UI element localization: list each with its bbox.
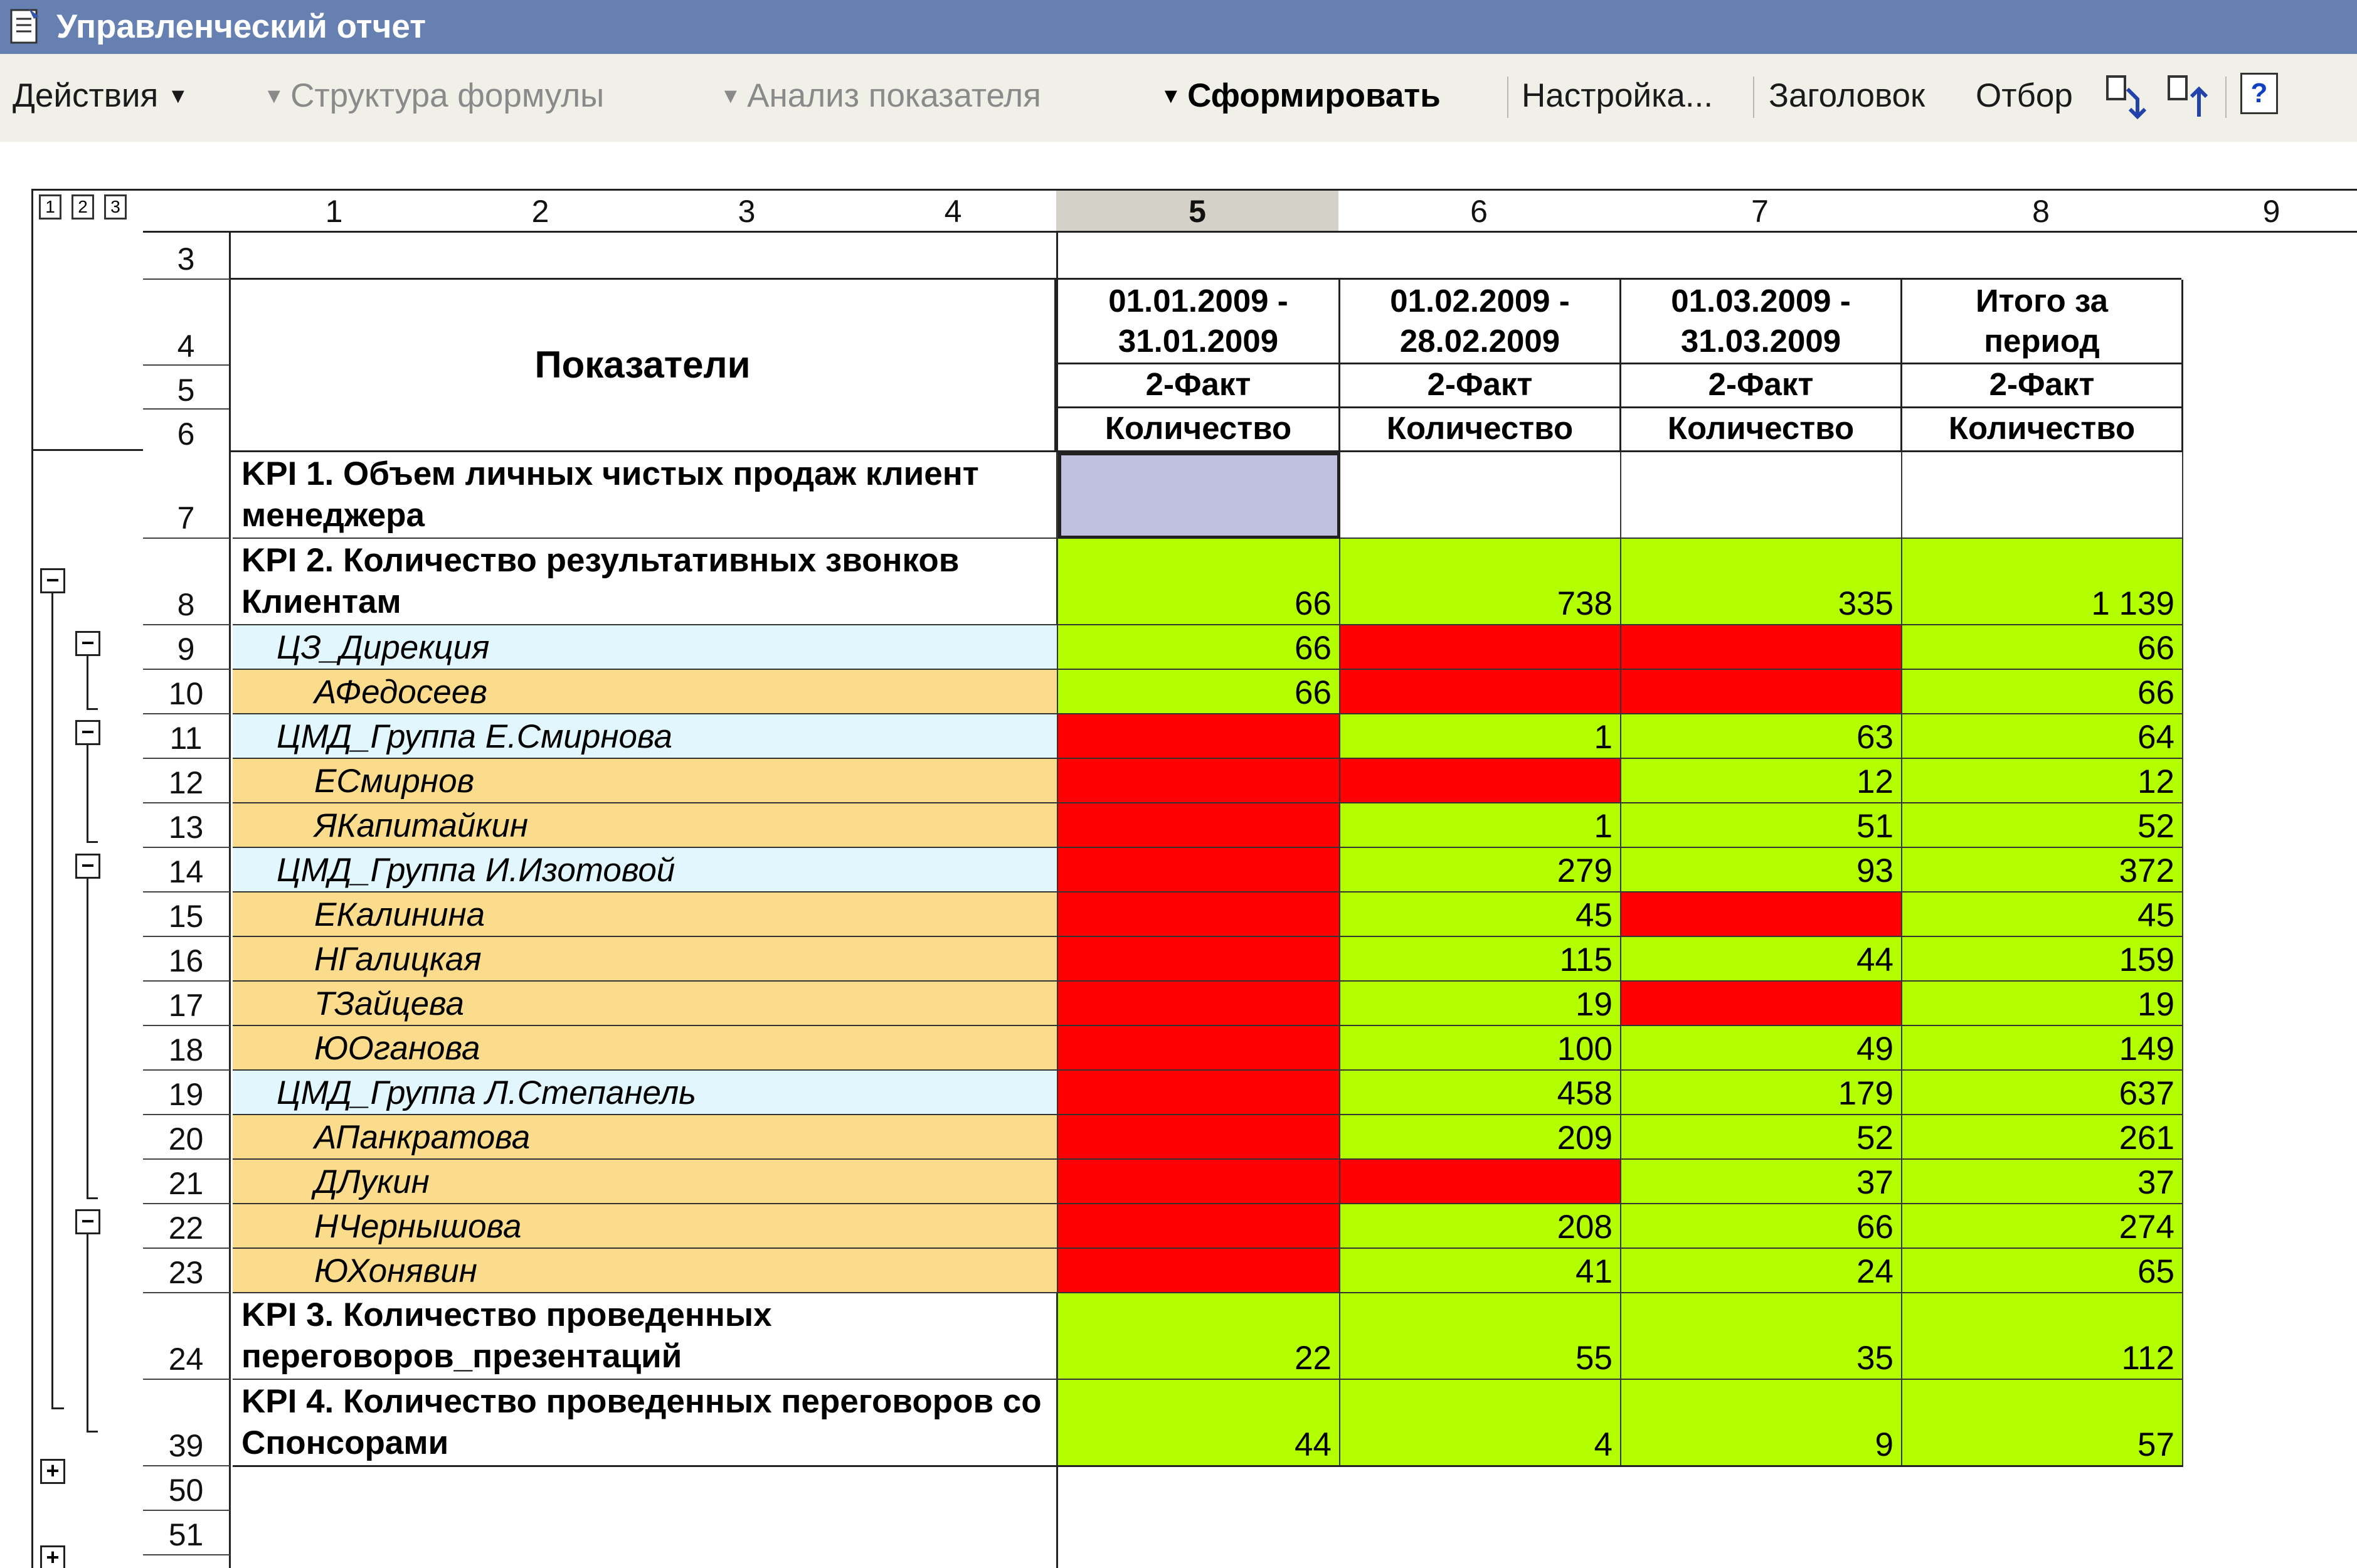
employee-name-cell[interactable]: НЧернышова <box>233 1204 1058 1249</box>
collapse-group-icon[interactable]: − <box>40 568 65 593</box>
value-cell[interactable]: 9 <box>1621 1380 1902 1466</box>
expand-group-icon[interactable]: + <box>40 1545 65 1568</box>
value-cell[interactable] <box>1340 759 1621 803</box>
group-name-cell[interactable]: ЦЗ_Дирекция <box>233 625 1058 670</box>
total-value-cell[interactable]: 274 <box>1902 1204 2183 1249</box>
help-button[interactable]: ? <box>2240 73 2278 114</box>
value-cell[interactable]: 4 <box>1340 1380 1621 1466</box>
period-line2: период <box>1984 323 2100 359</box>
gutter-border <box>31 449 144 451</box>
value-cell[interactable]: 1 <box>1340 803 1621 848</box>
value-cell[interactable]: 100 <box>1340 1026 1621 1071</box>
formula-structure-label: Структура формулы <box>290 77 605 114</box>
value-cell[interactable] <box>1058 1071 1340 1115</box>
window-titlebar <box>0 0 2357 54</box>
fact-type-header: 2-Факт <box>1621 364 1902 408</box>
employee-name-cell[interactable]: АФедосеев <box>233 670 1058 714</box>
kpi-name-cell[interactable]: KPI 4. Количество проведенных переговоров со Спонсорами <box>233 1380 1058 1466</box>
employee-name-cell[interactable]: ДЛукин <box>233 1160 1058 1204</box>
period-header <box>1340 280 1621 364</box>
group-name-cell[interactable]: ЦМД_Группа И.Изотовой <box>233 848 1058 893</box>
value-cell[interactable]: 63 <box>1621 714 1902 759</box>
collapse-group-icon[interactable]: − <box>75 854 100 879</box>
outline-bracket <box>87 879 88 1199</box>
value-cell[interactable]: 66 <box>1058 539 1340 625</box>
header-button[interactable]: Заголовок <box>1769 77 1925 114</box>
value-cell[interactable]: 66 <box>1621 1204 1902 1249</box>
gutter-border <box>31 189 144 191</box>
value-cell[interactable]: 55 <box>1340 1293 1621 1380</box>
period-header <box>1902 280 2183 364</box>
outline-bracket <box>87 656 88 709</box>
outline-level-1-button[interactable]: 1 <box>39 194 61 220</box>
actions-menu[interactable] <box>13 68 189 124</box>
row-number[interactable]: 18 <box>143 1026 231 1071</box>
row-number[interactable]: 6 <box>177 416 195 452</box>
total-value-cell[interactable]: 45 <box>1902 893 2183 937</box>
value-cell[interactable] <box>1058 848 1340 893</box>
value-cell[interactable] <box>1058 803 1340 848</box>
value-cell[interactable]: 458 <box>1340 1071 1621 1115</box>
row-number[interactable]: 5 <box>143 364 229 410</box>
value-cell[interactable] <box>1058 714 1340 759</box>
row-number[interactable]: 12 <box>143 759 231 803</box>
report-sheet <box>0 142 2357 1568</box>
value-cell[interactable] <box>1340 625 1621 670</box>
employee-name-cell[interactable]: ЮХонявин <box>233 1249 1058 1293</box>
outline-bracket <box>51 593 53 1409</box>
period-line2: 31.03.2009 <box>1680 323 1841 359</box>
employee-name-cell[interactable]: ЕКалинина <box>233 893 1058 937</box>
total-value-cell[interactable]: 159 <box>1902 937 2183 982</box>
column-header[interactable]: 1 <box>231 189 439 233</box>
value-cell[interactable] <box>1621 452 1902 539</box>
value-cell[interactable] <box>1058 759 1340 803</box>
value-cell[interactable]: 52 <box>1621 1115 1902 1160</box>
generate-button[interactable] <box>1160 68 1441 124</box>
collapse-group-icon[interactable]: − <box>75 720 100 745</box>
value-cell[interactable]: 24 <box>1621 1249 1902 1293</box>
row-number[interactable] <box>143 1555 231 1568</box>
value-cell[interactable]: 335 <box>1621 539 1902 625</box>
toolbar-separator <box>2225 77 2227 118</box>
value-cell[interactable]: 41 <box>1340 1249 1621 1293</box>
dropdown-caret-icon: ▼ <box>1160 84 1188 108</box>
dropdown-caret-icon: ▼ <box>263 84 291 108</box>
dropdown-caret-icon: ▼ <box>167 84 189 108</box>
indicators-header: Показатели <box>231 280 1056 452</box>
row-number[interactable]: 17 <box>143 982 231 1026</box>
value-cell[interactable]: 44 <box>1058 1380 1340 1466</box>
dropdown-caret-icon: ▼ <box>720 84 748 108</box>
outline-level-2-button[interactable]: 2 <box>72 194 94 220</box>
kpi-name-cell[interactable]: KPI 1. Объем личных чистых продаж клиент менеджера <box>233 452 1058 539</box>
outline-bracket <box>51 1407 64 1409</box>
indicator-analysis-label: Анализ показателя <box>747 77 1041 114</box>
column-header[interactable]: 6 <box>1338 189 1621 233</box>
filter-button[interactable]: Отбор <box>1976 77 2073 114</box>
period-header <box>1621 280 1902 364</box>
outline-bracket <box>87 841 98 843</box>
formula-structure-button[interactable] <box>263 68 604 124</box>
value-cell[interactable] <box>1058 1249 1340 1293</box>
total-value-cell[interactable]: 372 <box>1902 848 2183 893</box>
value-cell[interactable] <box>1058 1026 1340 1071</box>
outline-bracket <box>87 1197 98 1199</box>
value-cell[interactable] <box>1340 1160 1621 1204</box>
employee-name-cell[interactable]: АПанкратова <box>233 1115 1058 1160</box>
settings-button[interactable]: Настройка... <box>1522 77 1713 114</box>
total-value-cell[interactable]: 66 <box>1902 625 2183 670</box>
row-number[interactable]: 9 <box>143 625 231 670</box>
row-number[interactable]: 4 <box>143 280 229 366</box>
value-cell[interactable]: 279 <box>1340 848 1621 893</box>
total-value-cell[interactable]: 65 <box>1902 1249 2183 1293</box>
column-header[interactable]: 9 <box>2181 189 2357 233</box>
row-number[interactable]: 11 <box>143 714 231 759</box>
column-header[interactable]: 5 <box>1056 189 1340 233</box>
row-number[interactable]: 22 <box>143 1204 231 1249</box>
column-header[interactable]: 7 <box>1619 189 1902 233</box>
value-cell[interactable]: 19 <box>1340 982 1621 1026</box>
value-cell[interactable]: 12 <box>1621 759 1902 803</box>
row-number[interactable]: 21 <box>143 1160 231 1204</box>
value-cell[interactable]: 115 <box>1340 937 1621 982</box>
employee-name-cell[interactable]: ЯКапитайкин <box>233 803 1058 848</box>
total-value-cell[interactable]: 149 <box>1902 1026 2183 1071</box>
value-cell[interactable] <box>1621 670 1902 714</box>
generate-label: Сформировать <box>1187 77 1441 114</box>
measure-header: Количество <box>1340 408 1621 452</box>
value-cell[interactable]: 66 <box>1058 670 1340 714</box>
fact-type-header: 2-Факт <box>1340 364 1621 408</box>
value-cell[interactable] <box>1621 982 1902 1026</box>
row-number[interactable]: 3 <box>143 233 231 280</box>
value-cell[interactable]: 738 <box>1340 539 1621 625</box>
outline-bracket <box>87 745 88 842</box>
column-header[interactable]: 4 <box>850 189 1058 233</box>
value-cell[interactable] <box>1058 452 1340 539</box>
period-header <box>1058 280 1340 364</box>
fact-type-header: 2-Факт <box>1058 364 1340 408</box>
report-document-icon <box>6 6 44 46</box>
total-value-cell[interactable]: 637 <box>1902 1071 2183 1115</box>
kpi-name-cell[interactable]: KPI 2. Количество результативных звонков Клиентам <box>233 539 1058 625</box>
value-cell[interactable]: 66 <box>1058 625 1340 670</box>
value-cell[interactable] <box>1058 1204 1340 1249</box>
actions-label: Действия <box>13 77 159 114</box>
row-number[interactable]: 51 <box>143 1511 231 1555</box>
value-cell[interactable]: 51 <box>1621 803 1902 848</box>
row-number[interactable]: 50 <box>143 1466 231 1511</box>
table-bottom-border <box>233 1465 2183 1467</box>
total-value-cell[interactable]: 12 <box>1902 759 2183 803</box>
total-value-cell[interactable]: 112 <box>1902 1293 2183 1380</box>
row-number[interactable]: 8 <box>143 539 231 625</box>
row-number[interactable]: 15 <box>143 893 231 937</box>
value-cell[interactable]: 49 <box>1621 1026 1902 1071</box>
total-value-cell[interactable]: 19 <box>1902 982 2183 1026</box>
indicator-analysis-button[interactable] <box>720 68 1041 124</box>
value-cell[interactable] <box>1058 937 1340 982</box>
row-number[interactable]: 10 <box>143 670 231 714</box>
value-cell[interactable]: 179 <box>1621 1071 1902 1115</box>
value-cell[interactable]: 44 <box>1621 937 1902 982</box>
toolbar <box>0 54 2357 144</box>
total-value-cell[interactable]: 66 <box>1902 670 2183 714</box>
measure-header: Количество <box>1902 408 2183 452</box>
fact-type-header: 2-Факт <box>1902 364 2183 408</box>
value-cell[interactable] <box>1058 982 1340 1026</box>
total-value-cell[interactable]: 1 139 <box>1902 539 2183 625</box>
row-number[interactable]: 24 <box>143 1293 231 1380</box>
outline-bracket <box>87 1431 98 1433</box>
row-number[interactable]: 20 <box>143 1115 231 1160</box>
toolbar-separator <box>1753 77 1754 118</box>
value-cell[interactable]: 22 <box>1058 1293 1340 1380</box>
row-number[interactable]: 13 <box>143 803 231 848</box>
outline-bracket <box>87 1234 88 1432</box>
corner-cell[interactable] <box>143 189 233 233</box>
collapse-group-icon[interactable]: − <box>75 1209 100 1234</box>
total-value-cell[interactable]: 57 <box>1902 1380 2183 1466</box>
value-cell[interactable] <box>1340 452 1621 539</box>
measure-header: Количество <box>1621 408 1902 452</box>
employee-name-cell[interactable]: ЮОганова <box>233 1026 1058 1071</box>
period-line1: 01.03.2009 - <box>1671 283 1851 319</box>
employee-name-cell[interactable]: НГалицкая <box>233 937 1058 982</box>
expand-group-icon[interactable]: + <box>40 1459 65 1484</box>
outline-bracket <box>87 708 98 710</box>
total-value-cell[interactable]: 37 <box>1902 1160 2183 1204</box>
total-value-cell[interactable]: 261 <box>1902 1115 2183 1160</box>
value-cell[interactable]: 93 <box>1621 848 1902 893</box>
outline-level-3-button[interactable]: 3 <box>104 194 127 220</box>
value-cell[interactable]: 37 <box>1621 1160 1902 1204</box>
period-line1: 01.02.2009 - <box>1390 283 1570 319</box>
blank-row <box>231 233 2181 280</box>
value-cell[interactable] <box>1621 625 1902 670</box>
column-header[interactable]: 3 <box>644 189 852 233</box>
value-cell[interactable]: 45 <box>1340 893 1621 937</box>
value-cell[interactable] <box>1058 1160 1340 1204</box>
employee-name-cell[interactable]: ЕСмирнов <box>233 759 1058 803</box>
period-line2: 31.01.2009 <box>1118 323 1279 359</box>
gutter-border <box>31 189 33 1568</box>
row-number[interactable]: 16 <box>143 937 231 982</box>
value-cell[interactable] <box>1340 670 1621 714</box>
collapse-all-icon[interactable] <box>2164 72 2208 122</box>
row-number[interactable]: 19 <box>143 1071 231 1115</box>
employee-name-cell[interactable]: ТЗайцева <box>233 982 1058 1026</box>
expand-all-icon[interactable] <box>2102 72 2146 122</box>
collapse-group-icon[interactable]: − <box>75 631 100 656</box>
value-cell[interactable]: 35 <box>1621 1293 1902 1380</box>
column-header[interactable]: 2 <box>437 189 645 233</box>
row-number[interactable]: 39 <box>143 1380 231 1466</box>
value-cell[interactable]: 209 <box>1340 1115 1621 1160</box>
kpi-name-cell[interactable]: KPI 3. Количество проведенных переговоров_презентаций <box>233 1293 1058 1380</box>
measure-header: Количество <box>1058 408 1340 452</box>
total-value-cell[interactable]: 52 <box>1902 803 2183 848</box>
toolbar-separator <box>1507 77 1508 118</box>
value-cell[interactable] <box>1621 893 1902 937</box>
period-line1: Итого за <box>1975 283 2109 319</box>
value-cell[interactable] <box>1058 1115 1340 1160</box>
total-value-cell[interactable]: 64 <box>1902 714 2183 759</box>
column-header[interactable]: 8 <box>1900 189 2183 233</box>
row-number[interactable]: 23 <box>143 1249 231 1293</box>
value-cell[interactable]: 1 <box>1340 714 1621 759</box>
period-line2: 28.02.2009 <box>1399 323 1560 359</box>
row-number[interactable]: 14 <box>143 848 231 893</box>
group-name-cell[interactable]: ЦМД_Группа Л.Степанель <box>233 1071 1058 1115</box>
total-value-cell[interactable] <box>1902 452 2183 539</box>
row-number[interactable]: 7 <box>143 452 231 539</box>
value-cell[interactable]: 208 <box>1340 1204 1621 1249</box>
value-cell[interactable] <box>1058 893 1340 937</box>
window-title: Управленческий отчет <box>56 8 426 45</box>
period-line1: 01.01.2009 - <box>1108 283 1288 319</box>
group-name-cell[interactable]: ЦМД_Группа Е.Смирнова <box>233 714 1058 759</box>
